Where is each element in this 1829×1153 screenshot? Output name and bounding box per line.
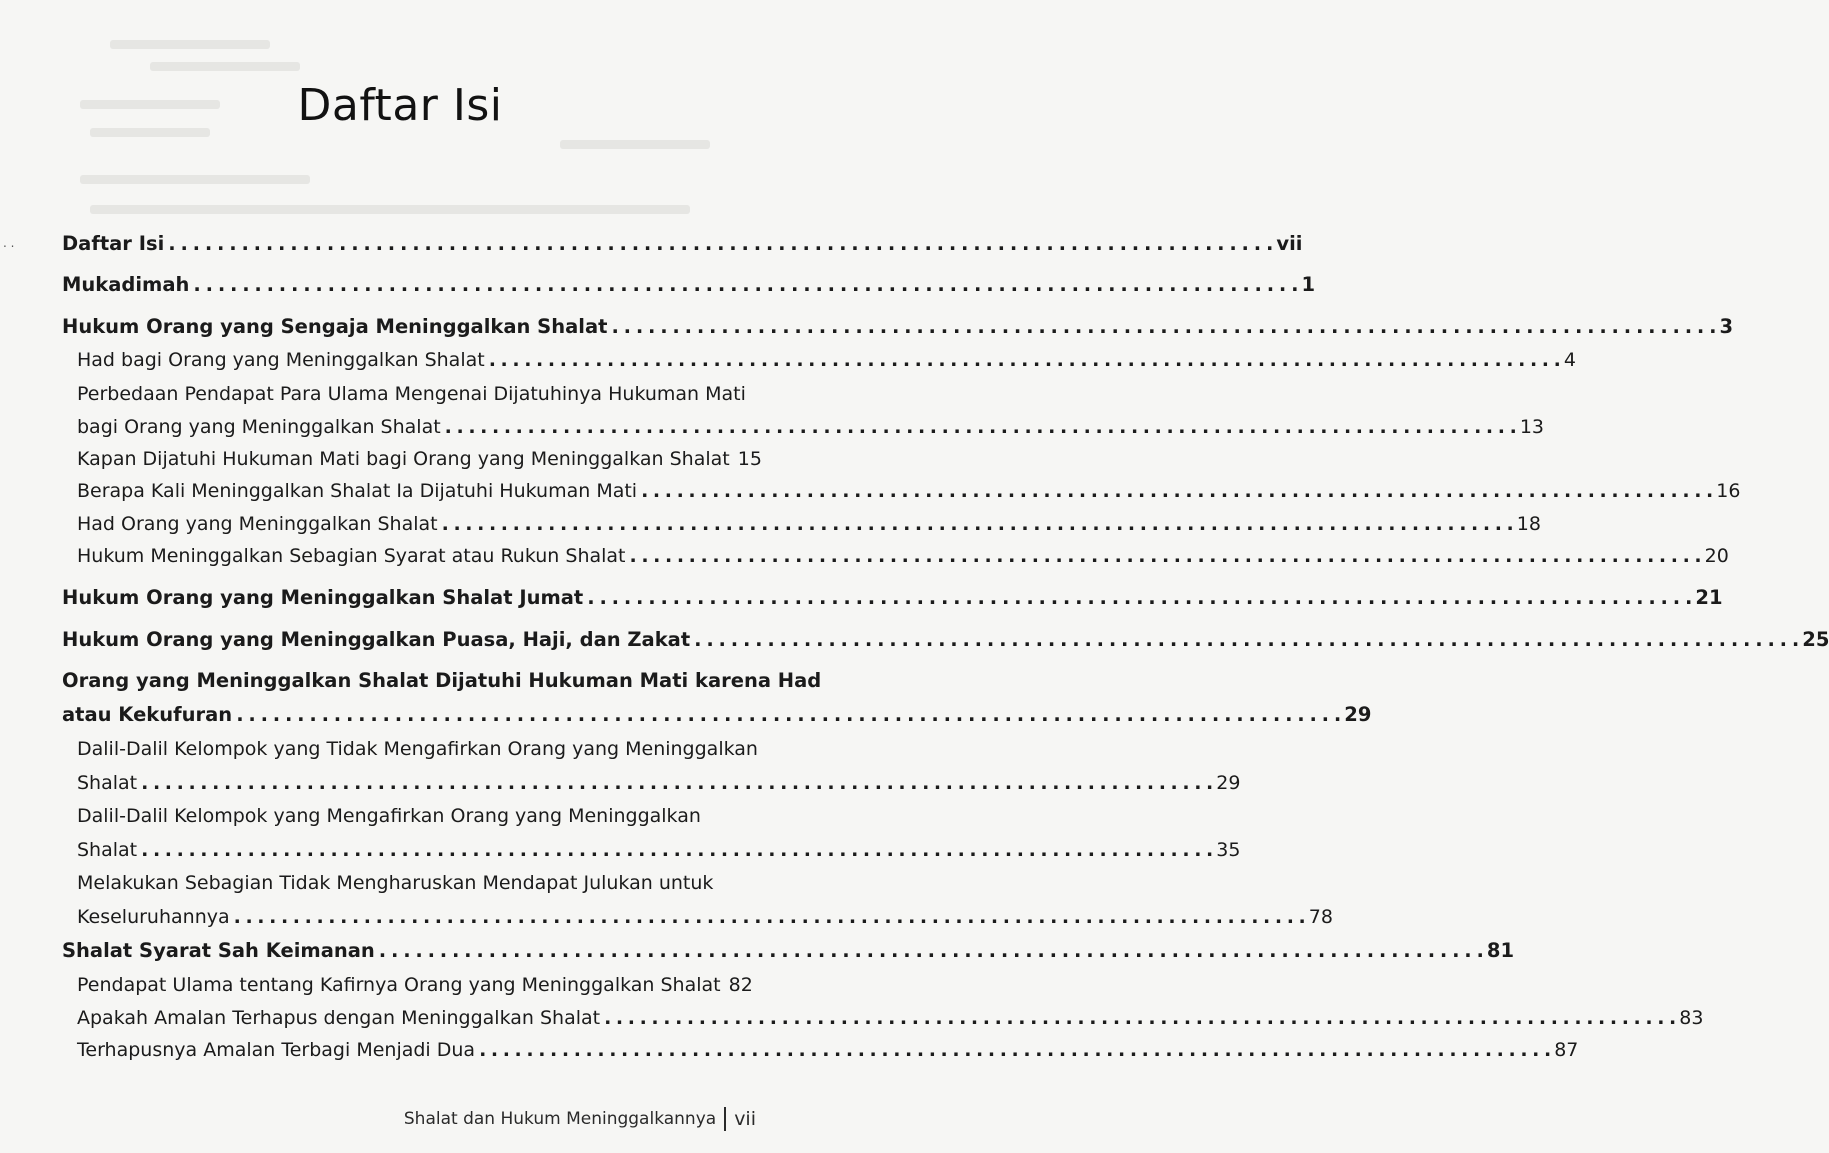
toc-entry-amalan-terhapus[interactable]: Apakah Amalan Terhapus dengan Meninggalkan Shalat . . . 83	[77, 1005, 738, 1031]
footer-page-number: vii	[734, 1108, 756, 1130]
toc-entry-had-atau-kekufuran[interactable]: Orang yang Meninggalkan Shalat Dijatuhi Hukuman Mati karena Had atau Kekufuran . . . 29	[62, 668, 738, 730]
leader-dots	[611, 314, 1715, 340]
page-title: Daftar Isi	[297, 80, 503, 131]
toc-entry-hukum-sengaja[interactable]: Hukum Orang yang Sengaja Meninggalkan Shalat . . . 3	[62, 314, 738, 340]
toc-entry-daftar-isi[interactable]: Daftar Isi . . . vii	[62, 231, 738, 257]
leader-dots	[141, 837, 1212, 863]
leader-dots	[630, 543, 1701, 569]
leader-dots	[379, 938, 1483, 964]
toc-entry-dalil-tidak-mengafirkan[interactable]: Dalil-Dalil Kelompok yang Tidak Mengafirkan Orang yang Meninggalkan Shalat . . . 29	[77, 736, 738, 798]
toc-entry-pendapat-ulama[interactable]: Pendapat Ulama tentang Kafirnya Orang yang Meninggalkan Shalat 82	[77, 974, 753, 996]
toc-entry-melakukan-sebagian[interactable]: Melakukan Sebagian Tidak Mengharuskan Mendapat Julukan untuk Keseluruhannya . . . 78	[77, 870, 738, 932]
leader-dots	[234, 904, 1305, 930]
footer-divider	[724, 1107, 726, 1131]
leader-dots	[587, 585, 1691, 611]
leader-dots	[168, 231, 1272, 257]
leader-dots	[479, 1037, 1550, 1063]
leader-dots	[641, 478, 1712, 504]
toc-entry-dalil-mengafirkan[interactable]: Dalil-Dalil Kelompok yang Mengafirkan Orang yang Meninggalkan Shalat . . . 35	[77, 803, 738, 865]
toc-entry-terhapusnya-amalan[interactable]: Terhapusnya Amalan Terbagi Menjadi Dua . . . 87	[77, 1037, 738, 1063]
toc-entry-syarat-sah-keimanan[interactable]: Shalat Syarat Sah Keimanan . . . 81	[62, 938, 738, 964]
toc-entry-berapa-kali[interactable]: Berapa Kali Meninggalkan Shalat Ia Dijatuhi Hukuman Mati . . . 16	[77, 478, 738, 504]
toc-entry-shalat-jumat[interactable]: Hukum Orang yang Meninggalkan Shalat Jumat . . . 21	[62, 585, 738, 611]
toc-entry-perbedaan-pendapat[interactable]: Perbedaan Pendapat Para Ulama Mengenai Dijatuhinya Hukuman Mati bagi Orang yang Meninggalkan Shalat . . . 13	[77, 381, 738, 443]
leader-dots	[604, 1005, 1675, 1031]
toc-entry-had-bagi[interactable]: Had bagi Orang yang Meninggalkan Shalat . . . 4	[77, 347, 738, 373]
page-footer	[404, 1107, 756, 1131]
leader-dots	[236, 702, 1340, 728]
toc-entry-mukadimah[interactable]: Mukadimah . . . 1	[62, 272, 738, 298]
toc-entry-had-orang[interactable]: Had Orang yang Meninggalkan Shalat . . . 18	[77, 511, 738, 537]
toc-entry-sebagian-syarat[interactable]: Hukum Meninggalkan Sebagian Syarat atau Rukun Shalat . . . 20	[77, 543, 738, 569]
leader-dots	[489, 347, 1560, 373]
leader-dots	[141, 770, 1212, 796]
toc-entry-kapan-dijatuhi[interactable]: Kapan Dijatuhi Hukuman Mati bagi Orang yang Meninggalkan Shalat 15	[77, 448, 762, 470]
leader-dots	[193, 272, 1297, 298]
toc-entry-puasa-haji-zakat[interactable]: Hukum Orang yang Meninggalkan Puasa, Haji, dan Zakat . . . 25	[62, 627, 738, 653]
leader-dots	[442, 511, 1513, 537]
running-book-title: Shalat dan Hukum Meninggalkannya	[403, 1109, 717, 1129]
edge-mark: . .	[3, 236, 15, 250]
leader-dots	[694, 627, 1798, 653]
leader-dots	[445, 414, 1516, 440]
